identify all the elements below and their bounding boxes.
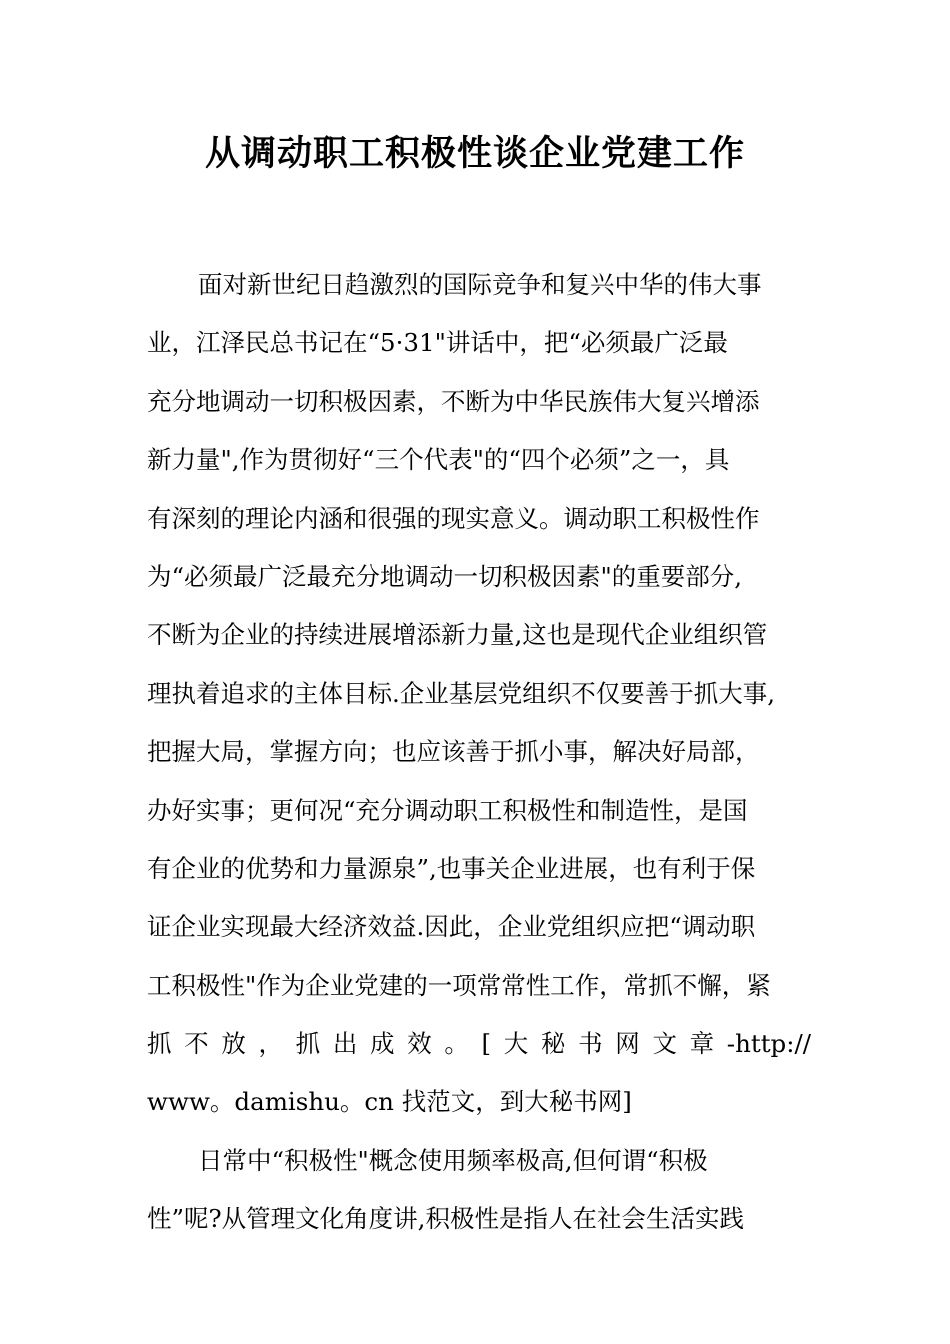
document-body xyxy=(147,256,811,1249)
text-line: 有企业的优势和力量源泉”,也事关企业进展，也有利于保 xyxy=(147,853,756,883)
text-line: 充分地调动一切积极因素，不断为中华民族伟大复兴增添 xyxy=(147,386,760,416)
text-line: 抓不放，抓出成效。[大秘书网文章-http:// xyxy=(147,1029,811,1059)
paragraph-1 xyxy=(147,256,811,1132)
text-line: 面对新世纪日趋激烈的国际竞争和复兴中华的伟大事 xyxy=(198,270,762,299)
text-line: 新力量",作为贯彻好“三个代表"的“四个必须”之一，具 xyxy=(147,445,730,475)
text-line: 有深刻的理论内涵和很强的现实意义。调动职工积极性作 xyxy=(147,503,760,533)
document-title: 从调动职工积极性谈企业党建工作 xyxy=(204,134,745,174)
text-line: 把握大局，掌握方向；也应该善于抓小事，解决好局部， xyxy=(147,737,760,767)
text-line: 日常中“积极性"概念使用频率极高,但何谓“积极 xyxy=(198,1145,708,1175)
text-line: 办好实事；更何况“充分调动职工积极性和制造性，是国 xyxy=(147,795,748,825)
text-line: 业，江泽民总书记在“5·31"讲话中，把“必须最广泛最 xyxy=(147,328,728,358)
text-line: 证企业实现最大经济效益.因此，企业党组织应把“调动职 xyxy=(147,912,756,942)
text-line: 为“必须最广泛最充分地调动一切积极因素"的重要部分, xyxy=(147,561,743,591)
text-line: 性”呢?从管理文化角度讲,积极性是指人在社会生活实践 xyxy=(147,1204,744,1234)
text-line: 理执着追求的主体目标.企业基层党组织不仅要善于抓大事, xyxy=(147,678,776,708)
text-line: www。damishu。cn 找范文，到大秘书网] xyxy=(147,1087,632,1117)
text-line: 工积极性"作为企业党建的一项常常性工作，常抓不懈，紧 xyxy=(147,970,771,1000)
text-line: 不断为企业的持续进展增添新力量,这也是现代企业组织管 xyxy=(147,620,768,650)
paragraph-2 xyxy=(147,1132,811,1249)
